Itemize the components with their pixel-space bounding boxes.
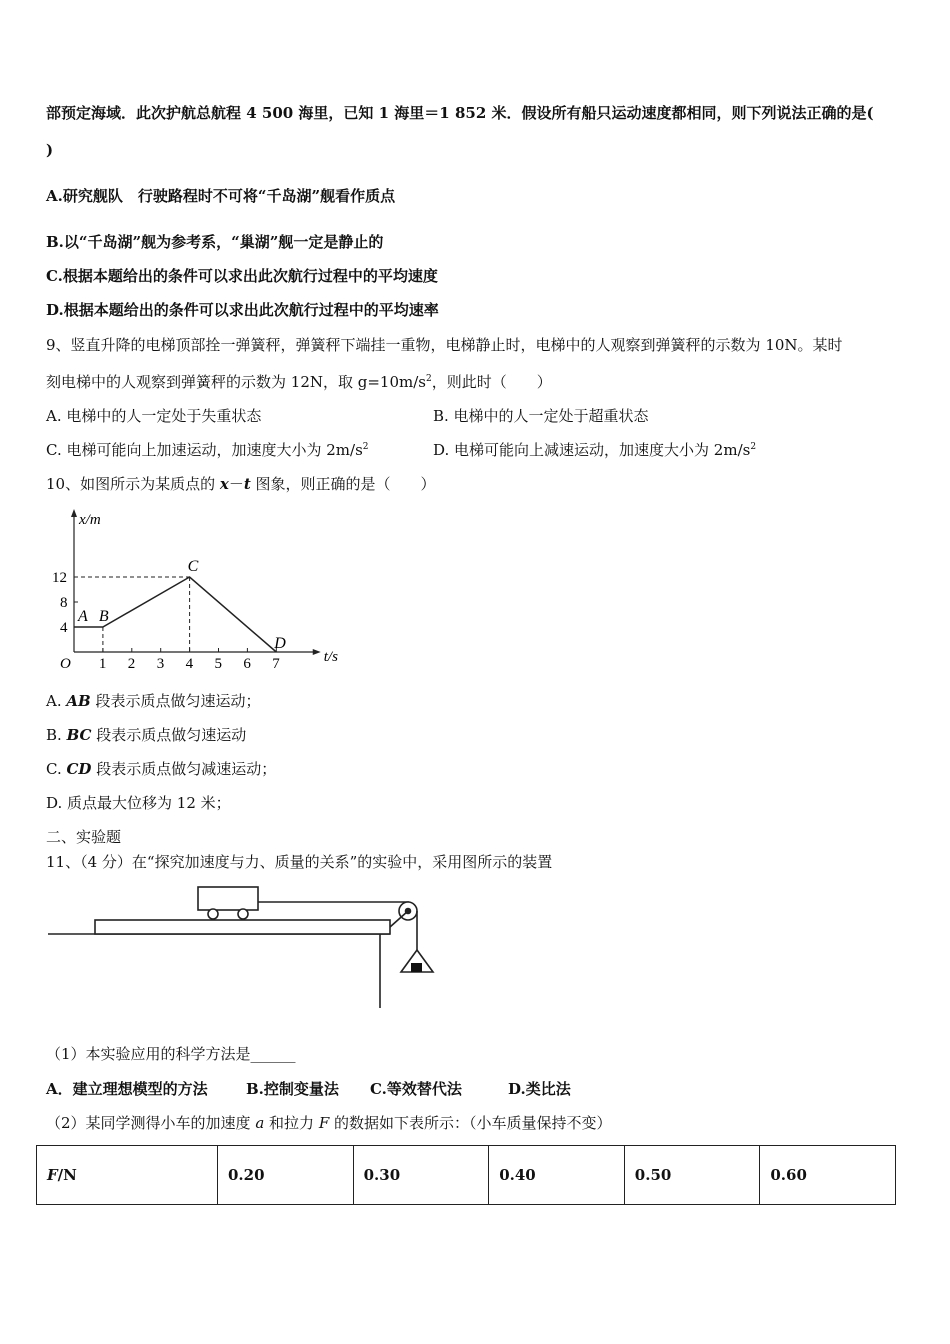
y-tick-label: 12 bbox=[52, 570, 67, 586]
xt-graph bbox=[40, 505, 340, 675]
origin-label: O bbox=[60, 656, 71, 672]
q10-option-b: B. BC 段表示质点做匀速运动 bbox=[46, 726, 247, 744]
q9-stem-line1: 9、竖直升降的电梯顶部拴一弹簧秤，弹簧秤下端挂一重物，电梯静止时，电梯中的人观察到弹簧秤的示数为 10N。某时 bbox=[46, 336, 843, 354]
q9-option-d: D. 电梯可能向上减速运动，加速度大小为 $2m/s^2$ bbox=[433, 441, 757, 459]
q8-stem-line2: ) bbox=[46, 141, 54, 159]
table-row bbox=[37, 1146, 896, 1205]
table-header-cell: F/N bbox=[37, 1146, 218, 1205]
q9-option-a: A. 电梯中的人一定处于失重状态 bbox=[46, 407, 262, 425]
y-tick-label: 8 bbox=[60, 595, 68, 611]
table-cell: 0.30 bbox=[353, 1146, 489, 1205]
board bbox=[95, 920, 390, 934]
table-cell: 0.20 bbox=[218, 1146, 354, 1205]
x-tick-label: 1 bbox=[98, 656, 107, 672]
q10-option-d: D. 质点最大位移为 12 米； bbox=[46, 794, 231, 812]
q9-stem-line2: 刻电梯中的人观察到弹簧秤的示数为 12N，取 $g=10m/s^2$，则此时（ ） bbox=[46, 373, 552, 391]
y-axis-arrow bbox=[71, 509, 77, 517]
q8-stem-line1: 部预定海域．此次护航总航程 4 500 海里，已知 1 海里＝1 852 米．假设所有船只运动速度都相同，则下列说法正确的是( bbox=[46, 104, 874, 122]
y-axis-label: x/m bbox=[79, 512, 101, 528]
apparatus-diagram bbox=[45, 882, 445, 1012]
x-axis-arrow bbox=[313, 649, 321, 655]
q9-option-b: B. 电梯中的人一定处于超重状态 bbox=[433, 407, 649, 425]
y-tick-label: 4 bbox=[60, 620, 68, 636]
q11-sub1-option-c: C.等效替代法 bbox=[370, 1080, 462, 1098]
q11-sub1-option-d: D.类比法 bbox=[508, 1080, 571, 1098]
x-tick-label: 2 bbox=[127, 656, 136, 672]
point-label-c: C bbox=[187, 558, 199, 575]
q11-sub1: （1）本实验应用的科学方法是______ bbox=[46, 1045, 296, 1063]
q11-stem: 11、（4 分）在“探究加速度与力、质量的关系”的实验中，采用图所示的装置 bbox=[46, 853, 553, 871]
table-cell: 0.60 bbox=[760, 1146, 896, 1205]
q9-option-c: C. 电梯可能向上加速运动，加速度大小为 $2m/s^2$ bbox=[46, 441, 369, 459]
point-label-a: A bbox=[78, 608, 88, 625]
weight bbox=[411, 963, 422, 972]
point-label-d: D bbox=[274, 635, 286, 652]
section-title: 二、实验题 bbox=[46, 828, 122, 846]
x-tick-label: 5 bbox=[214, 656, 222, 672]
x-tick-label: 6 bbox=[243, 656, 251, 672]
q10-stem: 10、如图所示为某质点的 x－t 图象，则正确的是（ ） bbox=[46, 475, 436, 493]
cart-wheel-left bbox=[208, 909, 218, 919]
q8-option-b: B.以“千岛湖”舰为参考系，“巢湖”舰一定是静止的 bbox=[46, 233, 384, 251]
q10-option-a: A. AB 段表示质点做匀速运动； bbox=[46, 692, 261, 710]
q8-option-c: C.根据本题给出的条件可以求出此次航行过程中的平均速度 bbox=[46, 267, 438, 285]
table-cell: 0.40 bbox=[489, 1146, 625, 1205]
data-table bbox=[36, 1145, 896, 1205]
x-tick-label: 3 bbox=[156, 656, 165, 672]
cart-wheel-right bbox=[238, 909, 248, 919]
q11-sub1-option-a: A．建立理想模型的方法 bbox=[46, 1080, 208, 1098]
q8-option-d: D.根据本题给出的条件可以求出此次航行过程中的平均速率 bbox=[46, 301, 439, 319]
q8-option-a: A.研究舰队 行驶路程时不可将“千岛湖”舰看作质点 bbox=[46, 187, 396, 205]
cart bbox=[198, 887, 258, 910]
q11-sub2: （2）某同学测得小车的加速度 a 和拉力 F 的数据如下表所示：（小车质量保持不变） bbox=[46, 1114, 612, 1132]
x-tick-label: 4 bbox=[185, 656, 194, 672]
table-cell: 0.50 bbox=[624, 1146, 760, 1205]
x-axis-label: t/s bbox=[323, 649, 338, 665]
q11-sub1-option-b: B.控制变量法 bbox=[246, 1080, 339, 1098]
x-tick-label: 7 bbox=[272, 656, 280, 672]
point-label-b: B bbox=[98, 608, 109, 625]
q10-option-c: C. CD 段表示质点做匀减速运动； bbox=[46, 760, 277, 778]
